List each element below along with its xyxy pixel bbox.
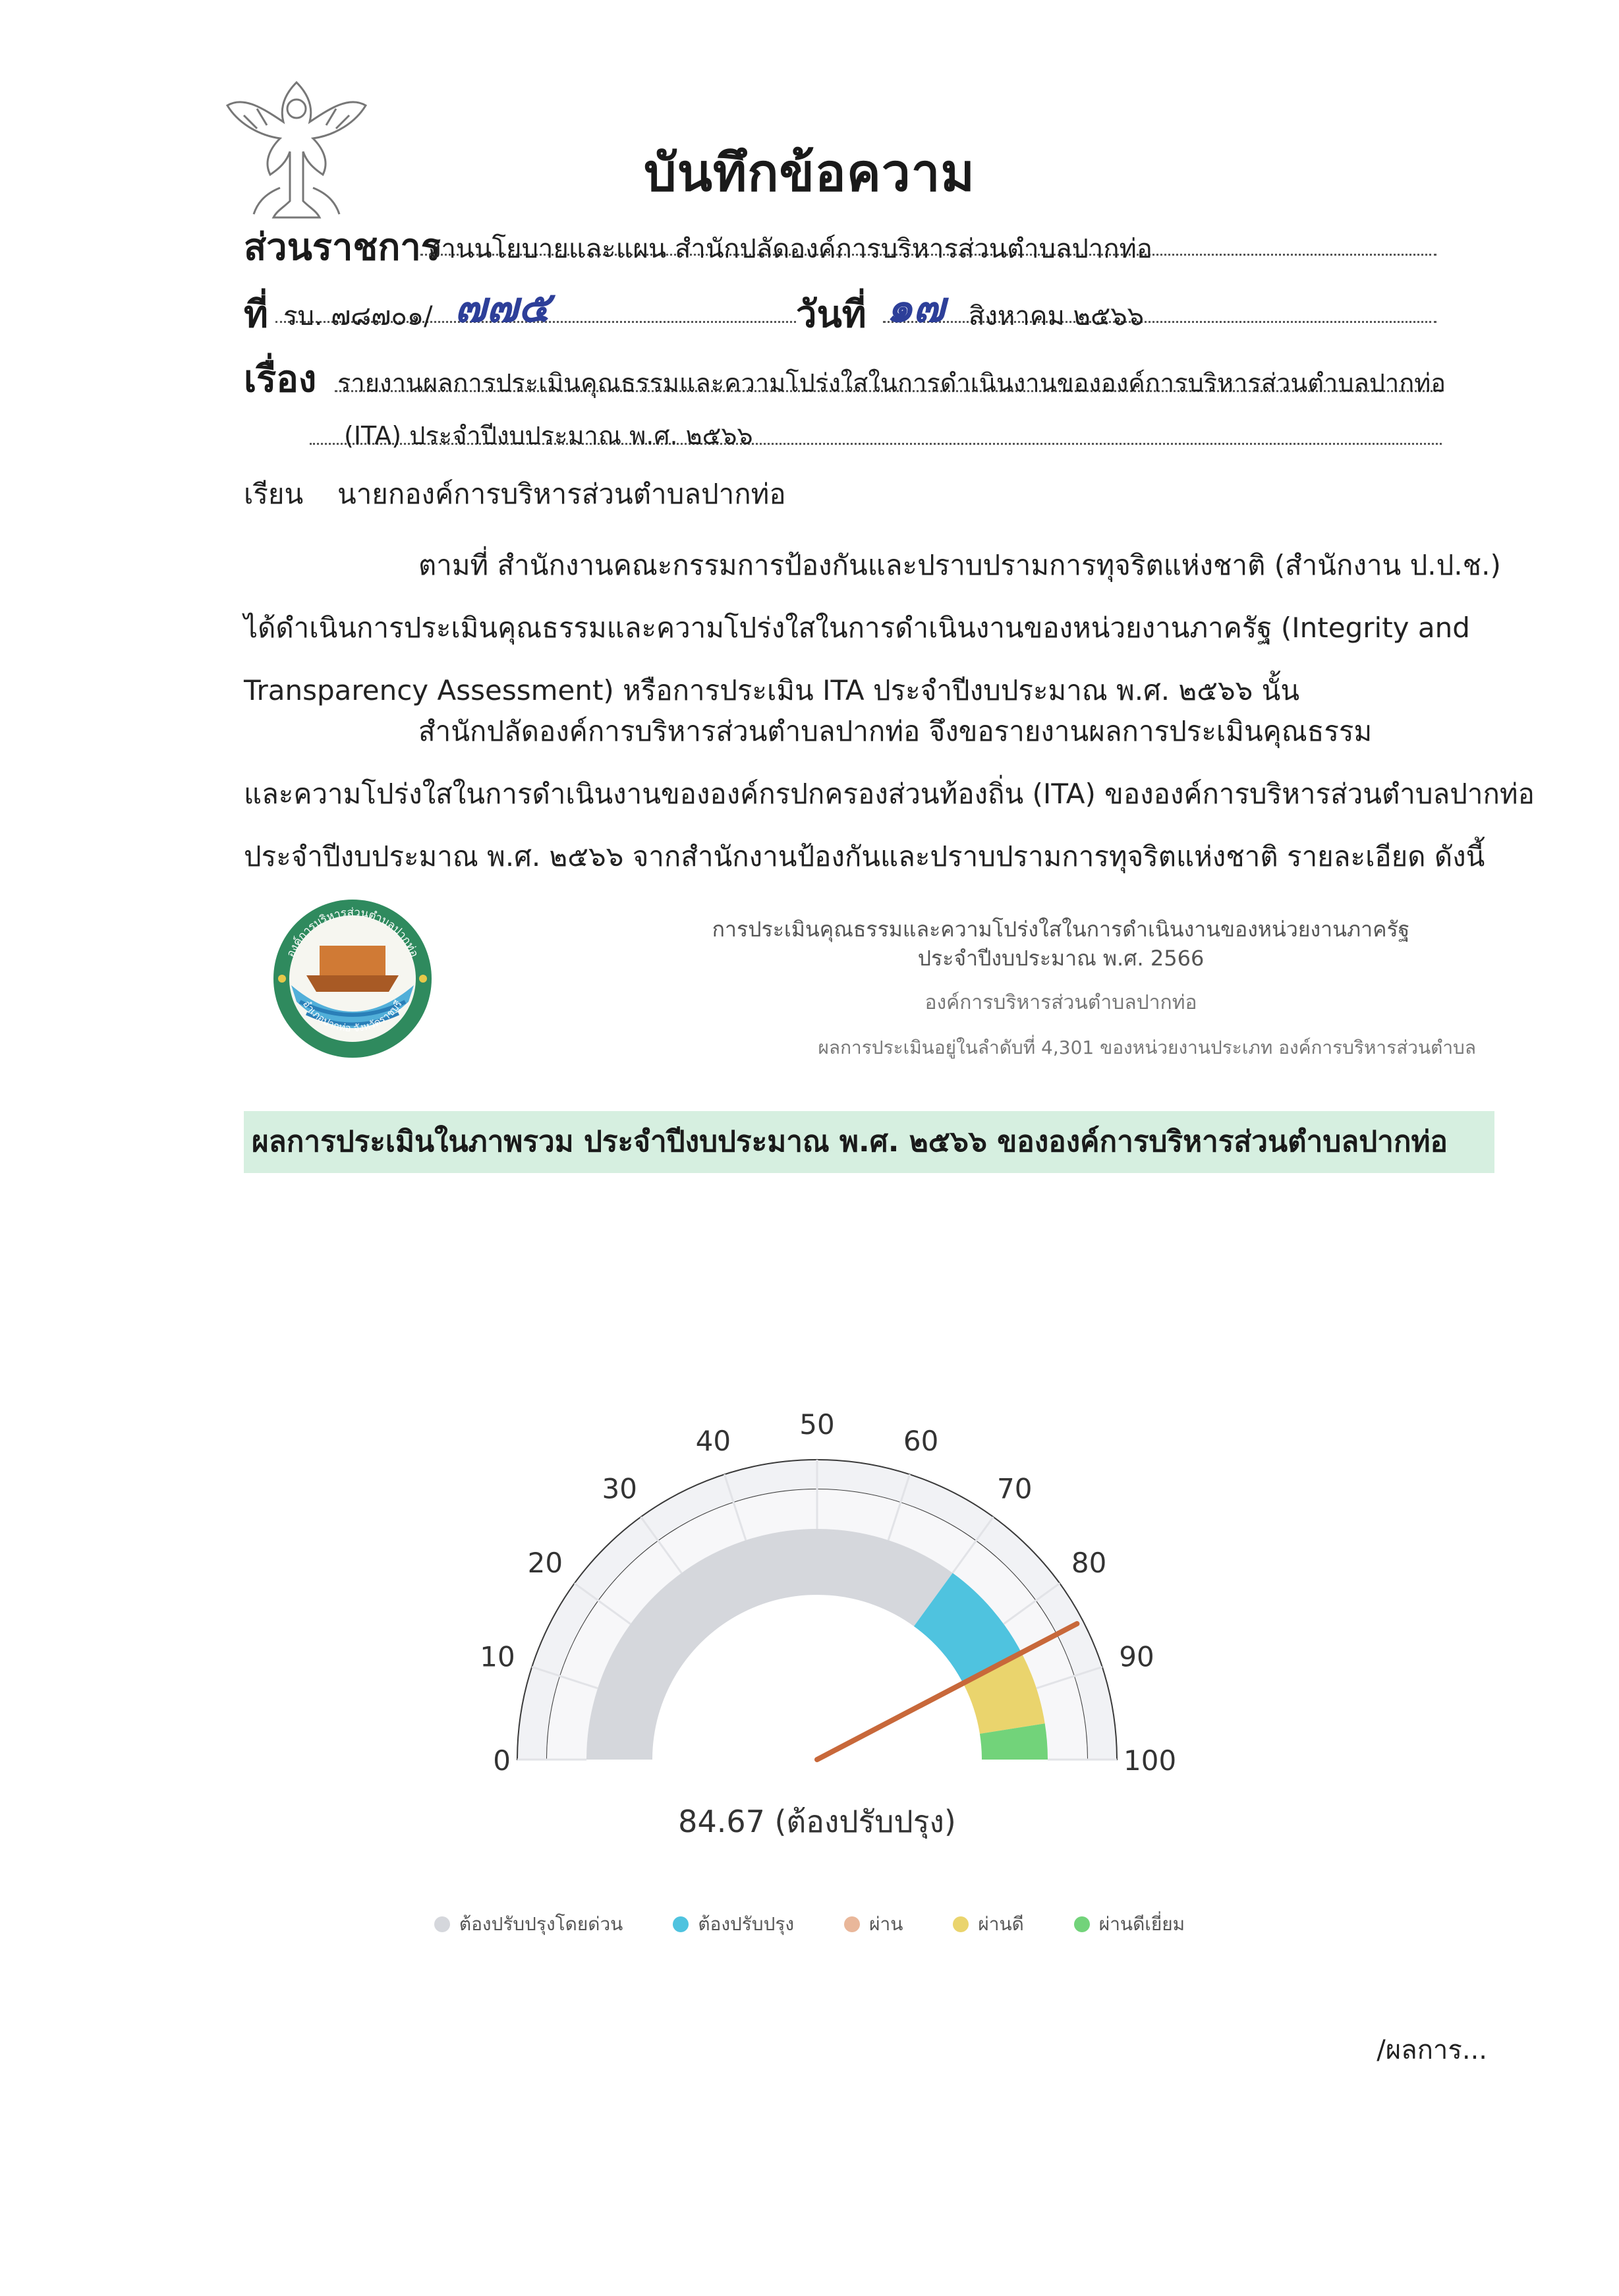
date-label: วันที่ — [796, 293, 866, 336]
gauge-tick-label-50: 50 — [799, 1408, 835, 1441]
legend-label-3: ผ่าน — [869, 1913, 903, 1935]
gauge-tick-label-0: 0 — [493, 1744, 511, 1777]
date-dotline — [883, 321, 1436, 323]
date-value: สิงหาคม ๒๕๖๖ — [969, 301, 1145, 331]
salutation-label: เรียน — [244, 478, 304, 510]
legend-item-5[interactable] — [1074, 1910, 1185, 1939]
paragraph-2-line-1: สำนักปลัดองค์การบริหารส่วนตำบลปากท่อ จึงขอรายงานผลการประเมินคุณธรรม — [418, 715, 1373, 747]
paragraph-2-line-3: ประจำปีงบประมาณ พ.ศ. ๒๕๖๖ จากสำนักงานป้องกันและปราบปรามการทุจริตแห่งชาติ รายละเอียด ดังนี้ — [244, 840, 1485, 873]
gauge-legend — [0, 1910, 1619, 1939]
gauge-tick-label-80: 80 — [1071, 1547, 1107, 1580]
number-handwritten: ๗๗๕ — [455, 283, 550, 332]
division-label: ส่วนราชการ — [244, 226, 441, 269]
paragraph-1-line-1: ตามที่ สำนักงานคณะกรรมการป้องกันและปราบปรามการทุจริตแห่งชาติ (สำนักงาน ป.ป.ช.) — [418, 549, 1501, 581]
legend-label-5: ผ่านดีเยี่ยม — [1098, 1913, 1185, 1935]
gauge-tick-label-60: 60 — [903, 1424, 939, 1457]
gauge-value-label: 84.67 (ต้องปรับปรุง) — [678, 1804, 956, 1839]
paragraph-2-line-2: และความโปร่งใสในการดำเนินงานขององค์กรปกครองส่วนท้องถิ่น (ITA) ขององค์การบริหารส่วนตำบลปากท่อ — [244, 778, 1535, 810]
result-card-title-line-1: การประเมินคุณธรรมและความโปร่งใสในการดำเนินงานของหน่วยงานภาครัฐ — [712, 917, 1410, 942]
legend-label-2: ต้องปรับปรุง — [698, 1913, 795, 1935]
subject-line-2: (ITA) ประจำปีงบประมาณ พ.ศ. ๒๕๖๖ — [344, 421, 753, 450]
subject-label: เรื่อง — [244, 358, 317, 401]
org-logo — [270, 896, 435, 1061]
gauge-tick-label-10: 10 — [480, 1640, 515, 1673]
logo-text-top: องค์การบริหารส่วนตำบลปากท่อ — [284, 905, 421, 960]
legend-item-4[interactable] — [953, 1910, 1023, 1939]
result-card-rank: ผลการประเมินอยู่ในลำดับที่ 4,301 ของหน่วยงานประเภท องค์การบริหารส่วนตำบล — [818, 1037, 1476, 1058]
division-value: งานนโยบายและแผน สำนักปลัดองค์การบริหารส่วนตำบลปากท่อ — [428, 234, 1152, 264]
logo-text-bottom: อำเภอปากท่อ จังหวัดราชบุรี — [300, 998, 405, 1035]
gauge-tick-label-20: 20 — [527, 1547, 563, 1580]
legend-dot-5 — [1074, 1916, 1090, 1932]
salutation-to: นายกองค์การบริหารส่วนตำบลปากท่อ — [337, 478, 786, 510]
gauge-tick-label-90: 90 — [1119, 1640, 1154, 1673]
legend-dot-2 — [673, 1916, 689, 1932]
legend-label-4: ผ่านดี — [978, 1913, 1024, 1935]
legend-dot-4 — [953, 1916, 969, 1932]
number-label: ที่ — [244, 293, 268, 336]
legend-dot-3 — [844, 1916, 860, 1932]
result-card-title — [646, 915, 1476, 973]
legend-item-1[interactable] — [434, 1910, 623, 1939]
legend-dot-1 — [434, 1916, 450, 1932]
result-card-title-line-2: ประจำปีงบประมาณ พ.ศ. 2566 — [917, 946, 1205, 971]
legend-item-2[interactable] — [673, 1910, 794, 1939]
date-handwritten: ๑๗ — [886, 283, 945, 332]
gauge-tick-label-40: 40 — [695, 1424, 731, 1457]
paragraph-1 — [244, 534, 1501, 722]
gauge-tick-label-70: 70 — [997, 1472, 1033, 1505]
paragraph-1-line-3: Transparency Assessment) หรือการประเมิน ITA ประจำปีงบประมาณ พ.ศ. ๒๕๖๖ นั้น — [244, 674, 1300, 706]
gauge-tick-label-30: 30 — [602, 1472, 637, 1505]
overall-heading: ผลการประเมินในภาพรวม ประจำปีงบประมาณ พ.ศ. ๒๕๖๖ ขององค์การบริหารส่วนตำบลปากท่อ — [244, 1111, 1494, 1173]
score-gauge — [422, 1377, 1212, 1839]
number-value: รบ. ๗๘๗๐๑/ — [283, 301, 433, 331]
legend-label-1: ต้องปรับปรุงโดยด่วน — [459, 1913, 623, 1935]
legend-item-3[interactable] — [844, 1910, 903, 1939]
paragraph-2 — [244, 700, 1535, 888]
continue-marker: /ผลการ... — [1377, 2035, 1487, 2065]
result-card-org: องค์การบริหารส่วนตำบลปากท่อ — [924, 991, 1197, 1014]
gauge-tick-label-100: 100 — [1123, 1744, 1177, 1777]
memo-title: บันทึกข้อความ — [644, 144, 975, 203]
paragraph-1-line-2: ได้ดำเนินการประเมินคุณธรรมและความโปร่งใสในการดำเนินงานของหน่วยงานภาครัฐ (Integrity and — [244, 612, 1470, 644]
subject-line-1: รายงานผลการประเมินคุณธรรมและความโปร่งใสในการดำเนินงานขององค์การบริหารส่วนตำบลปากท่อ — [337, 368, 1446, 397]
